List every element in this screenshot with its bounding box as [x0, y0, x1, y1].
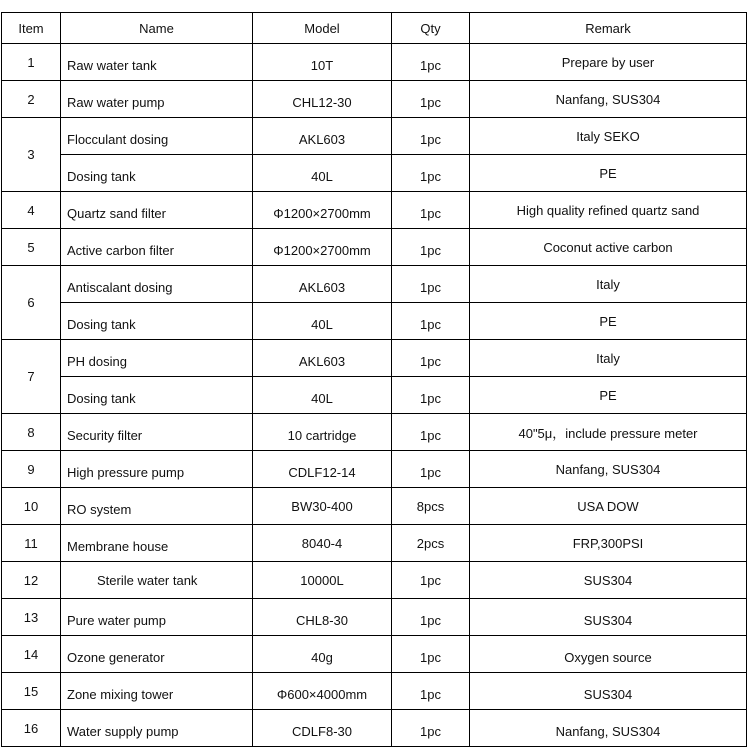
header-item: Item: [2, 13, 61, 44]
cell-item: 4: [2, 192, 61, 229]
cell-model: Φ1200×2700mm: [253, 192, 392, 229]
cell-item: 11: [2, 525, 61, 562]
cell-model: 40g: [253, 636, 392, 673]
cell-qty: 1pc: [392, 340, 470, 377]
table-row: [2, 192, 747, 229]
table-row: [2, 81, 747, 118]
cell-item: 9: [2, 451, 61, 488]
cell-name: Dosing tank: [61, 303, 253, 340]
cell-remark: PE: [470, 155, 747, 192]
cell-remark: PE: [470, 303, 747, 340]
cell-item: 14: [2, 636, 61, 673]
cell-model: 8040-4: [253, 525, 392, 562]
cell-qty: 1pc: [392, 673, 470, 710]
table-row: [2, 451, 747, 488]
cell-qty: 1pc: [392, 44, 470, 81]
cell-remark: PE: [470, 377, 747, 414]
cell-qty: 1pc: [392, 710, 470, 747]
cell-remark: 40"5μ，include pressure meter: [470, 414, 747, 451]
table-row: [2, 266, 747, 303]
cell-item: 13: [2, 599, 61, 636]
cell-model: 40L: [253, 155, 392, 192]
table-row: [2, 414, 747, 451]
cell-item: 15: [2, 673, 61, 710]
table-row: [2, 673, 747, 710]
table-row: [2, 710, 747, 747]
cell-qty: 1pc: [392, 155, 470, 192]
cell-model: CHL12-30: [253, 81, 392, 118]
header-qty: Qty: [392, 13, 470, 44]
cell-remark: SUS304: [470, 673, 747, 710]
cell-item: 5: [2, 229, 61, 266]
cell-remark: Nanfang, SUS304: [470, 710, 747, 747]
cell-item: 7: [2, 340, 61, 414]
cell-qty: 1pc: [392, 451, 470, 488]
cell-qty: 1pc: [392, 192, 470, 229]
cell-name: Quartz sand filter: [61, 192, 253, 229]
cell-item: 3: [2, 118, 61, 192]
cell-qty: 1pc: [392, 118, 470, 155]
cell-item: 10: [2, 488, 61, 525]
cell-model: AKL603: [253, 118, 392, 155]
cell-name: Active carbon filter: [61, 229, 253, 266]
cell-qty: 1pc: [392, 303, 470, 340]
cell-remark: USA DOW: [470, 488, 747, 525]
header-remark: Remark: [470, 13, 747, 44]
cell-qty: 1pc: [392, 81, 470, 118]
cell-model: 40L: [253, 377, 392, 414]
cell-item: 1: [2, 44, 61, 81]
table-row: [2, 303, 747, 340]
cell-qty: 1pc: [392, 599, 470, 636]
cell-model: Φ1200×2700mm: [253, 229, 392, 266]
cell-model: 10T: [253, 44, 392, 81]
cell-name: Security filter: [61, 414, 253, 451]
cell-item: 16: [2, 710, 61, 747]
table-row: [2, 488, 747, 525]
cell-remark: SUS304: [470, 562, 747, 599]
table-row: [2, 118, 747, 155]
cell-item: 12: [2, 562, 61, 599]
cell-remark: High quality refined quartz sand: [470, 192, 747, 229]
cell-model: CHL8-30: [253, 599, 392, 636]
header-model: Model: [253, 13, 392, 44]
table-row: [2, 562, 747, 599]
cell-name: Flocculant dosing: [61, 118, 253, 155]
table-row: [2, 636, 747, 673]
cell-name: Zone mixing tower: [61, 673, 253, 710]
cell-name: Raw water tank: [61, 44, 253, 81]
cell-name: Dosing tank: [61, 155, 253, 192]
cell-qty: 2pcs: [392, 525, 470, 562]
cell-qty: 1pc: [392, 636, 470, 673]
table-row: [2, 340, 747, 377]
cell-name: Dosing tank: [61, 377, 253, 414]
table-row: [2, 44, 747, 81]
cell-model: 10000L: [253, 562, 392, 599]
cell-remark: Italy: [470, 340, 747, 377]
cell-name: Membrane house: [61, 525, 253, 562]
cell-remark: Nanfang, SUS304: [470, 451, 747, 488]
cell-qty: 1pc: [392, 266, 470, 303]
cell-qty: 1pc: [392, 229, 470, 266]
cell-model: 10 cartridge: [253, 414, 392, 451]
cell-remark: Italy SEKO: [470, 118, 747, 155]
cell-name: Ozone generator: [61, 636, 253, 673]
cell-qty: 1pc: [392, 414, 470, 451]
cell-model: 40L: [253, 303, 392, 340]
cell-model: CDLF8-30: [253, 710, 392, 747]
cell-remark: FRP,300PSI: [470, 525, 747, 562]
cell-name: RO system: [61, 488, 253, 525]
cell-qty: 1pc: [392, 377, 470, 414]
cell-model: AKL603: [253, 340, 392, 377]
cell-remark: Nanfang, SUS304: [470, 81, 747, 118]
cell-remark: Prepare by user: [470, 44, 747, 81]
cell-model: BW30-400: [253, 488, 392, 525]
cell-name: Raw water pump: [61, 81, 253, 118]
header-name: Name: [61, 13, 253, 44]
table-row: [2, 229, 747, 266]
cell-name: Antiscalant dosing: [61, 266, 253, 303]
equipment-table: [1, 12, 747, 747]
cell-name: PH dosing: [61, 340, 253, 377]
table-row: [2, 599, 747, 636]
table-row: [2, 377, 747, 414]
cell-item: 6: [2, 266, 61, 340]
cell-remark: Oxygen source: [470, 636, 747, 673]
cell-name: High pressure pump: [61, 451, 253, 488]
cell-model: Φ600×4000mm: [253, 673, 392, 710]
cell-item: 2: [2, 81, 61, 118]
cell-model: CDLF12-14: [253, 451, 392, 488]
table-row: [2, 155, 747, 192]
cell-remark: Coconut active carbon: [470, 229, 747, 266]
cell-remark: Italy: [470, 266, 747, 303]
cell-model: AKL603: [253, 266, 392, 303]
cell-name: Water supply pump: [61, 710, 253, 747]
cell-remark: SUS304: [470, 599, 747, 636]
cell-qty: 8pcs: [392, 488, 470, 525]
cell-qty: 1pc: [392, 562, 470, 599]
cell-item: 8: [2, 414, 61, 451]
cell-name: Pure water pump: [61, 599, 253, 636]
table-row: [2, 525, 747, 562]
table-header-row: [2, 13, 747, 44]
cell-name: Sterile water tank: [61, 562, 253, 599]
